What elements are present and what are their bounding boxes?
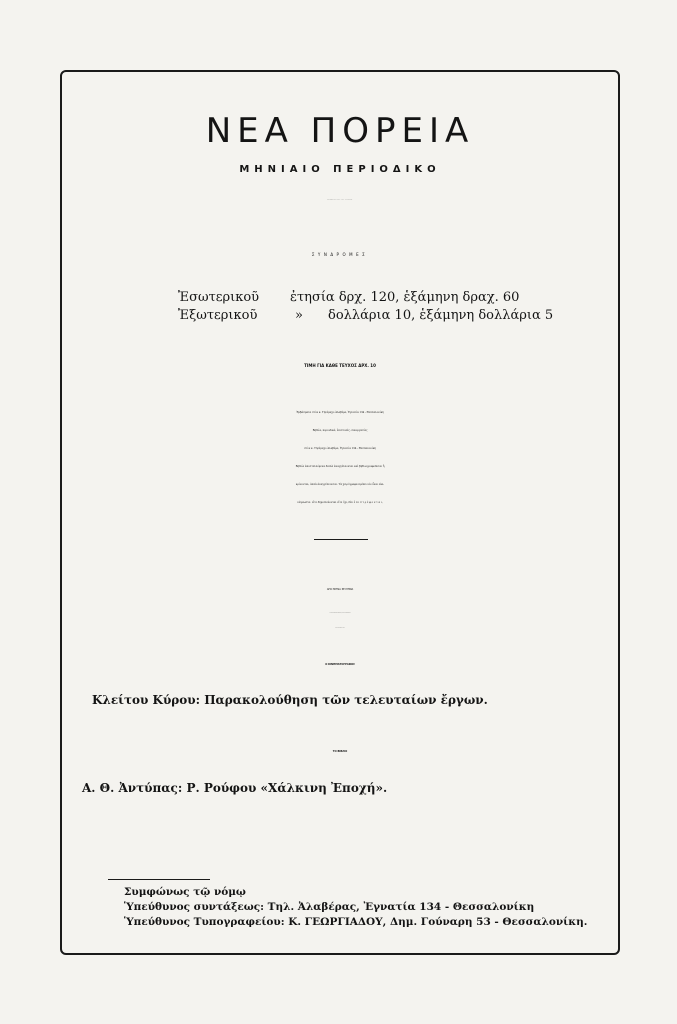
masthead-subtitle: ΜΗΝΙΑΙΟ ΠΕΡΙΟΔΙΚΟ (239, 164, 441, 175)
notice-line: Βιβλία ἀποστελλόμενα διπλὰ ἀναγγέλλονται καὶ βιβλιογραφοῦνται ἢ (295, 465, 385, 468)
subscription-label: Ἐξωτερικοῦ (178, 308, 258, 323)
footer-line: Ὑπεύθυνος Τυπογραφείου: Κ. ΓΕΩΡΓΙΑΔΟΥ, Δημ. Γούναρη 53 - Θεσσαλονίκη. (124, 916, 588, 928)
subscriptions-heading: ΣΥΝΔΡΟΜΕΣ (311, 252, 369, 257)
section-heading-cinema: Ο ΚΙΝΗΜΑΤΟΓΡΑΦΟΣ (325, 663, 355, 666)
section-cinema-item: Κλείτου Κύρου: Παρακολούθηση τῶν τελευταίων ἔργων. (92, 693, 488, 707)
section-heading-month: ΑΠΟ ΜΗΝΑ ΣΕ ΜΗΝΑ (326, 588, 354, 591)
notice-line: Βιβλία, περιοδικά, ἐπιστολές, συνεργασίες (312, 429, 368, 432)
notice-line: Ἐμβάσματα στὸν κ. Τηλέμαχο Ἀλαβέρα, Ἐγνατία 134 - Θεσσαλονίκη (296, 411, 384, 414)
issue-price: ΤΙΜΗ ΓΙΑ ΚΑΘΕ ΤΕΥΧΟΣ ΔΡΧ. 10 (304, 363, 376, 368)
subscription-text: δολλάρια 10, ἑξάμηνη δολλάρια 5 (328, 308, 554, 323)
section-heading-book: ΤΟ ΒΙΒΛΙΟ (332, 750, 348, 753)
footer-divider (108, 879, 210, 880)
section-month-text (60, 606, 620, 621)
editor-line (60, 193, 620, 207)
section-divider (314, 539, 368, 540)
section-month-text (60, 621, 620, 636)
subscription-label: Ἐσωτερικοῦ (178, 290, 260, 305)
masthead-title: ΝΕΑ ΠΟΡΕΙΑ (205, 111, 475, 151)
notice-line: κρίνονται, ἁπλὰ ἀναγγέλλονται. Τὰ χειρόγραφα πρέπει νὰ εἶναι εὐα- (295, 483, 385, 486)
footer-line: Συμφώνως τῷ νόμῳ (124, 886, 246, 898)
notice-line: στὸν κ. Τηλέμαχο Ἀλαβέρα, Ἐγνατία 134 - Θεσσαλονίκη (304, 447, 376, 450)
footer-line: Ὑπεύθυνος συντάξεως: Τηλ. Ἀλαβέρας, Ἐγνατία 134 - Θεσσαλονίκη (124, 901, 535, 913)
subscription-text: ἐτησία δρχ. 120, ἑξάμηνη δραχ. 60 (290, 290, 520, 305)
notice-line: νάγνωστα· εἴτε δημοσιεύονται εἴτε ὄχι, δὲν ἐ π ι σ τ ρ έ φ ο ν τ α ι, (297, 501, 383, 504)
ditto-mark: » (295, 308, 303, 323)
section-book-item: Α. Θ. Ἀντύπας: Ρ. Ρούφου «Χάλκινη Ἐποχή». (82, 781, 388, 795)
